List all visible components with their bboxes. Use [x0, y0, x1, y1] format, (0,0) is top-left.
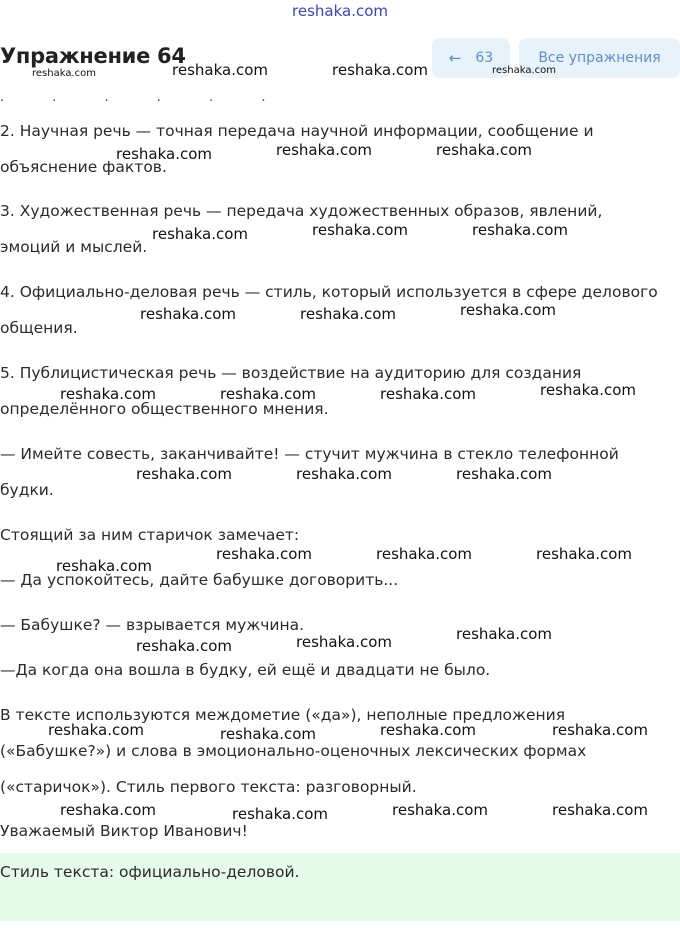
- watermark: reshaka.com: [472, 221, 568, 239]
- watermark: reshaka.com: [436, 141, 532, 159]
- answer-box: [0, 853, 680, 921]
- watermark: reshaka.com: [380, 385, 476, 403]
- watermark: reshaka.com: [60, 801, 156, 819]
- watermark: reshaka.com: [296, 633, 392, 651]
- answer-text: Стиль текста: официально-деловой.: [0, 863, 300, 881]
- paragraph: В тексте используются междометие («да»), неполные предложения («Бабушке?») и слова в эмоционально-оценочных лексических формах: [0, 706, 587, 760]
- paragraph: Стоящий за ним старичок замечает:: [0, 526, 300, 544]
- watermark: reshaka.com: [60, 385, 156, 403]
- paragraph: 4. Официально-деловая речь — стиль, который используется в сфере делового общения.: [0, 283, 658, 337]
- watermark: reshaka.com: [32, 68, 96, 79]
- watermark: reshaka.com: [232, 805, 328, 823]
- watermark: reshaka.com: [380, 721, 476, 739]
- watermark: reshaka.com: [296, 465, 392, 483]
- watermark: reshaka.com: [460, 301, 556, 319]
- watermark: reshaka.com: [136, 465, 232, 483]
- paragraph: —Да когда она вошла в будку, ей ещё и двадцати не было.: [0, 661, 491, 679]
- clipped-text-line: . . . . . .: [0, 90, 288, 105]
- all-exercises-button[interactable]: Все упражнения: [519, 38, 680, 78]
- watermark: reshaka.com: [136, 637, 232, 655]
- watermark: reshaka.com: [216, 545, 312, 563]
- watermark: reshaka.com: [312, 221, 408, 239]
- paragraph: 3. Художественная речь — передача художественных образов, явлений, эмоций и мыслей.: [0, 202, 603, 256]
- watermark: reshaka.com: [220, 385, 316, 403]
- watermark: reshaka.com: [540, 381, 636, 399]
- watermark: reshaka.com: [276, 141, 372, 159]
- watermark: reshaka.com: [48, 721, 144, 739]
- watermark: reshaka.com: [552, 721, 648, 739]
- watermark: reshaka.com: [376, 545, 472, 563]
- watermark: reshaka.com: [552, 801, 648, 819]
- watermark: reshaka.com: [56, 557, 152, 575]
- watermark: reshaka.com: [456, 465, 552, 483]
- watermark: reshaka.com: [152, 225, 248, 243]
- watermark: reshaka.com: [172, 61, 268, 79]
- watermark: reshaka.com: [300, 305, 396, 323]
- watermark: reshaka.com: [492, 65, 556, 76]
- paragraph: — Бабушке? — взрывается мужчина.: [0, 616, 304, 634]
- page-title: Упражнение 64: [0, 44, 186, 68]
- paragraph: 2. Научная речь — точная передача научной информации, сообщение и объяснение фактов.: [0, 122, 594, 176]
- paragraph: — Да успокойтесь, дайте бабушке договорить...: [0, 571, 399, 589]
- paragraph: («старичок»). Стиль первого текста: разговорный.: [0, 778, 417, 796]
- watermark: reshaka.com: [456, 625, 552, 643]
- watermark: reshaka.com: [536, 545, 632, 563]
- watermark: reshaka.com: [332, 61, 428, 79]
- site-logo[interactable]: reshaka.com: [292, 2, 388, 20]
- previous-exercise-label: 63: [475, 50, 494, 66]
- paragraph: — Имейте совесть, заканчивайте! — стучит мужчина в стекло телефонной будки.: [0, 445, 619, 499]
- arrow-left-icon: ←: [448, 49, 462, 67]
- paragraph: Уважаемый Виктор Иванович!: [0, 822, 248, 840]
- paragraph: 5. Публицистическая речь — воздействие на аудиторию для создания определённого общественного мнения.: [0, 364, 582, 418]
- watermark: reshaka.com: [140, 305, 236, 323]
- watermark: reshaka.com: [392, 801, 488, 819]
- watermark: reshaka.com: [220, 725, 316, 743]
- watermark: reshaka.com: [116, 145, 212, 163]
